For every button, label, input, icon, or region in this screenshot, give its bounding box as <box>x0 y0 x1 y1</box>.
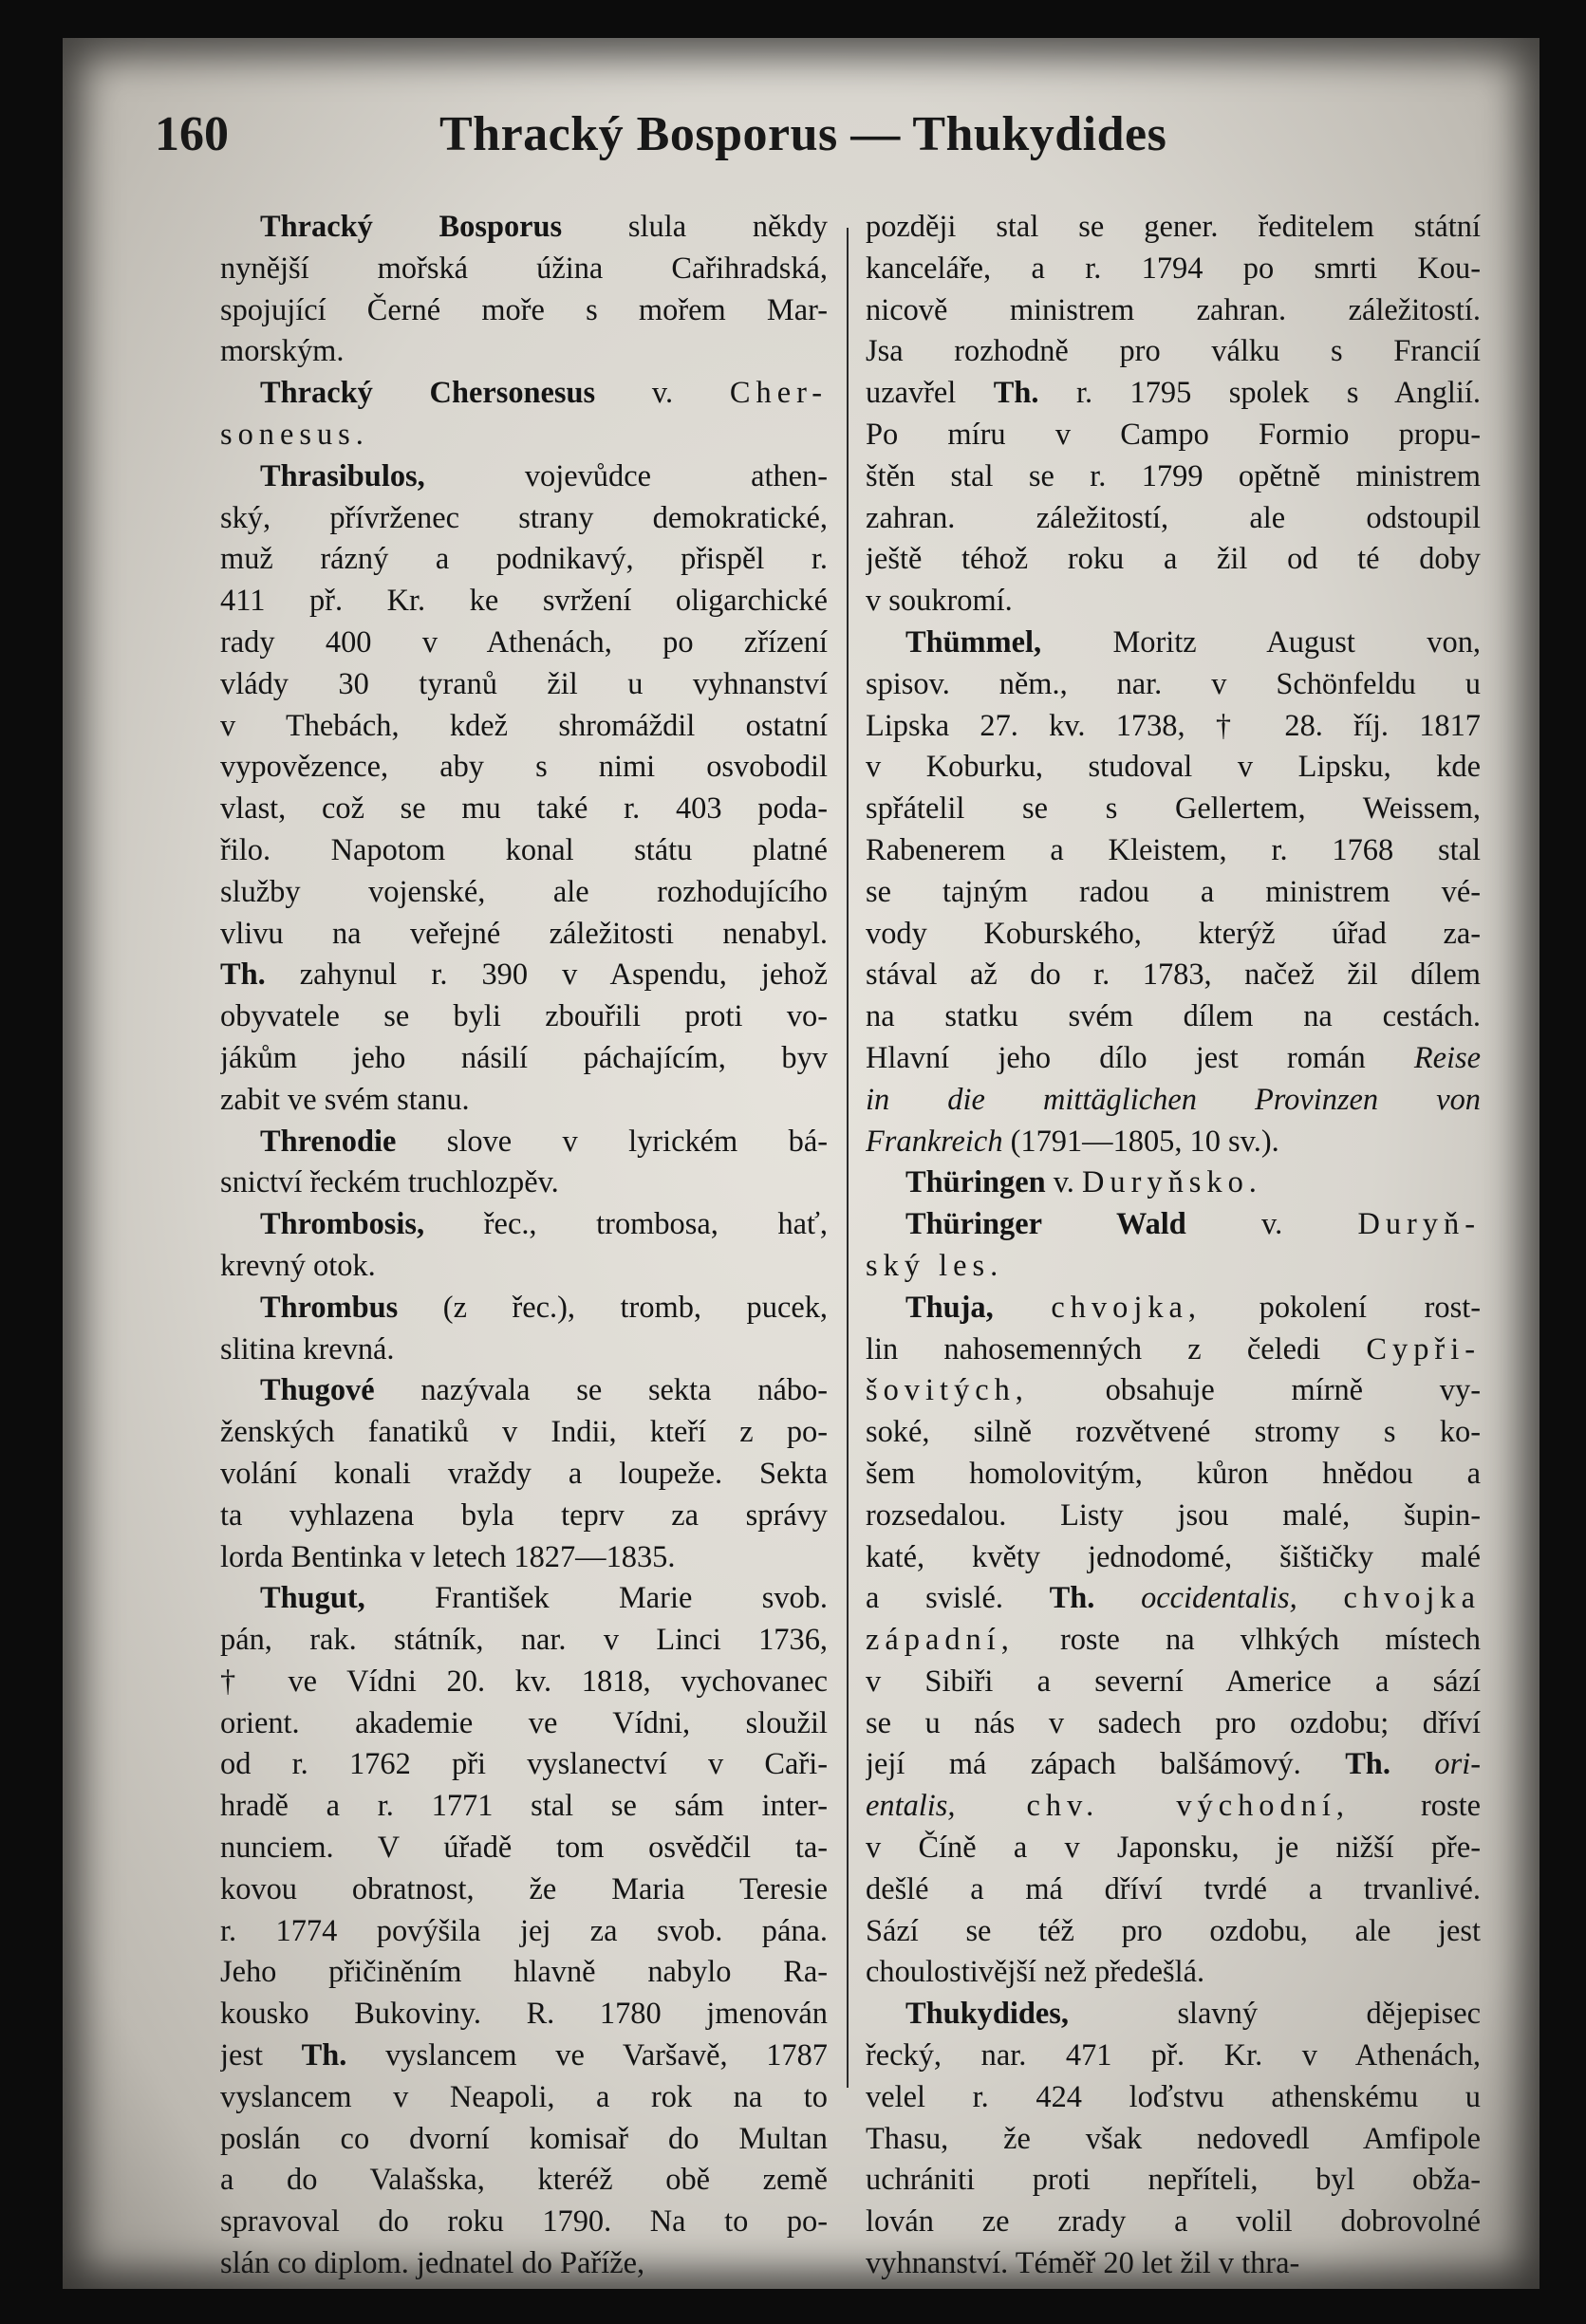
text-run: Sází se též pro ozdobu, ale jest <box>866 1913 1481 1948</box>
text-line <box>220 1412 828 1454</box>
text-line <box>866 1204 1481 1246</box>
text-run: Cypři- <box>1366 1331 1481 1367</box>
text-run: spisov. něm., nar. v Schönfeldu u <box>866 666 1481 701</box>
text-line <box>220 1122 828 1163</box>
text-run: v. <box>1045 1165 1082 1200</box>
text-run <box>1094 1581 1141 1615</box>
text-run: ženských fanatiků v Indii, kteří z po- <box>220 1415 828 1450</box>
text-run: Cher- <box>729 376 828 411</box>
text-run: chv. východní, <box>1026 1789 1350 1824</box>
entry-headword: Thuja, <box>905 1290 994 1325</box>
entry-headword: Thrombosis, <box>260 1207 425 1242</box>
page-number: 160 <box>155 107 229 161</box>
text-run: entalis, <box>866 1789 956 1824</box>
text-run: pán, rak. státník, nar. v Linci 1736, <box>220 1623 828 1658</box>
entry-headword: Thracký Bosporus <box>260 210 563 244</box>
text-line <box>220 1703 828 1745</box>
text-run: kousko Bukoviny. R. 1780 jmenován <box>220 1997 828 2032</box>
text-run: lorda Bentinka v letech 1827—1835. <box>220 1539 676 1574</box>
text-line <box>866 1911 1481 1953</box>
text-run: Hlavní jeho dílo jest román <box>866 1040 1414 1075</box>
text-run: jákům jeho násilí páchajícím, byv <box>220 1040 828 1075</box>
text-run: Duryň- <box>1357 1207 1481 1242</box>
text-run: poslán co dvorní komisař do Multan <box>220 2121 828 2156</box>
text-run: Jsa rozhodně pro válku s Francií <box>866 334 1481 369</box>
text-run: rady 400 v Athenách, po zřízení <box>220 624 828 660</box>
entry-headword: Th. <box>301 2038 347 2073</box>
text-line <box>220 2243 828 2285</box>
right-column <box>866 207 1481 2285</box>
text-run: František Marie svob. <box>364 1581 828 1616</box>
text-line <box>220 914 828 956</box>
text-line <box>866 2160 1481 2202</box>
text-run: nicově ministrem zahran. záležitostí. <box>866 292 1481 327</box>
text-line <box>866 2202 1481 2243</box>
text-run: kanceláře, a r. 1794 po smrti Kou- <box>866 251 1481 286</box>
text-run: zahynul r. 390 v Aspendu, jehož <box>265 957 828 993</box>
text-line <box>866 706 1481 748</box>
text-run: nunciem. V úřadě tom osvědčil ta- <box>220 1831 828 1866</box>
text-line <box>220 1038 828 1080</box>
text-line <box>866 2077 1481 2119</box>
text-line <box>866 2243 1481 2285</box>
text-run: Jeho přičiněním hlavně nabylo Ra- <box>220 1955 828 1990</box>
text-run: spřátelil se s Gellertem, Weissem, <box>866 791 1481 827</box>
text-run: vlast, což se mu také r. 403 poda- <box>220 791 828 827</box>
text-line <box>866 415 1481 456</box>
entry-headword: Th. <box>220 957 266 993</box>
text-run: 411 př. Kr. ke svržení oligarchické <box>220 584 828 619</box>
text-line <box>220 415 828 456</box>
text-line <box>220 872 828 914</box>
text-line <box>220 1952 828 1994</box>
text-line <box>866 290 1481 332</box>
text-run: jest <box>220 2038 302 2073</box>
text-line <box>866 1744 1481 1786</box>
text-line <box>220 996 828 1038</box>
text-line <box>866 1786 1481 1828</box>
text-run: lován ze zrady a volil dobrovolné <box>866 2204 1481 2240</box>
left-column <box>220 207 828 2285</box>
text-line <box>220 2202 828 2243</box>
text-line <box>866 1329 1481 1371</box>
text-line <box>220 331 828 373</box>
text-line <box>866 996 1481 1038</box>
text-run: volání konali vraždy a loupeže. Sekta <box>220 1456 828 1491</box>
text-run: slavný dějepisec <box>1068 1997 1481 2032</box>
text-run: orient. akademie ve Vídni, sloužil <box>220 1705 828 1740</box>
text-line <box>220 1204 828 1246</box>
text-line <box>866 1162 1481 1204</box>
text-line <box>220 1578 828 1620</box>
text-run: ský les. <box>866 1248 1004 1283</box>
text-run: in die mittäglichen Provinzen von <box>866 1082 1481 1117</box>
text-line <box>866 1370 1481 1412</box>
text-line <box>866 539 1481 581</box>
entry-headword: Thüringer Wald <box>905 1207 1186 1242</box>
text-line <box>866 373 1481 415</box>
text-run: roste <box>1349 1789 1481 1824</box>
text-line <box>866 1994 1481 2036</box>
text-line <box>220 706 828 748</box>
text-line <box>866 1246 1481 1288</box>
text-run: Thasu, že však nedovedl Amfipole <box>866 2121 1481 2156</box>
text-line <box>866 1080 1481 1122</box>
text-run: kovou obratnost, že Maria Teresie <box>220 1871 828 1906</box>
text-run: řec., trombosa, hať, <box>424 1207 828 1242</box>
text-run: v Číně a v Japonsku, je nižší pře- <box>866 1831 1481 1866</box>
column-divider <box>847 228 849 2088</box>
text-line <box>220 1246 828 1288</box>
text-line <box>866 1454 1481 1496</box>
text-line <box>866 1869 1481 1911</box>
text-run: Rabenerem a Kleistem, r. 1768 stal <box>866 832 1481 867</box>
entry-headword: Threnodie <box>260 1124 397 1159</box>
page-header <box>155 80 1322 165</box>
text-run: v Sibiři a severní Americe a sází <box>866 1664 1481 1699</box>
text-run: occidentalis, <box>1141 1581 1297 1616</box>
text-line <box>220 539 828 581</box>
text-line <box>220 1454 828 1496</box>
text-line <box>220 249 828 290</box>
text-line <box>220 1662 828 1703</box>
text-line <box>866 1122 1481 1163</box>
text-run: šem homolovitým, kůron hnědou a <box>866 1456 1481 1491</box>
text-run: později stal se gener. ředitelem státní <box>866 210 1481 244</box>
text-line <box>866 1703 1481 1745</box>
text-run: Lipska 27. kv. 1738, † 28. říj. 1817 <box>866 708 1481 743</box>
text-line <box>866 456 1481 498</box>
text-run: a do Valašska, kteréž obě země <box>220 2163 828 2198</box>
text-run: krevný otok. <box>220 1248 376 1283</box>
text-run: se tajným radou a ministrem vé- <box>866 874 1481 909</box>
text-run: r. 1774 povýšila jej za svob. pána. <box>220 1913 828 1948</box>
text-line <box>866 955 1481 996</box>
text-line <box>220 1744 828 1786</box>
text-run: roste na vlhkých místech <box>1014 1623 1481 1658</box>
text-line <box>220 1496 828 1537</box>
text-run: stával až do r. 1783, načež žil dílem <box>866 957 1481 993</box>
text-run: † ve Vídni 20. kv. 1818, vychovanec <box>220 1664 828 1699</box>
text-run: vlivu na veřejné záležitosti nenabyl. <box>220 916 828 951</box>
text-line <box>866 249 1481 290</box>
text-run: Reise <box>1413 1040 1481 1075</box>
text-run: slove v lyrickém bá- <box>396 1124 828 1159</box>
text-line <box>866 1038 1481 1080</box>
text-run: nazývala se sekta nábo- <box>374 1373 828 1408</box>
text-run: a svislé. <box>866 1581 1050 1616</box>
entry-headword: Thukydides, <box>905 1997 1069 2032</box>
text-run: v Thebách, kdež shromáždil ostatní <box>220 708 828 743</box>
text-run: spravoval do roku 1790. Na to po- <box>220 2204 828 2240</box>
text-line <box>220 1537 828 1579</box>
text-run: šovitých, <box>866 1373 1029 1408</box>
entry-headword: Th. <box>993 376 1039 411</box>
text-line <box>220 1620 828 1662</box>
text-line <box>220 1080 828 1122</box>
text-line <box>220 1786 828 1828</box>
text-line <box>866 207 1481 249</box>
text-run: choulostivější než předešlá. <box>866 1955 1205 1990</box>
text-line <box>220 1911 828 1953</box>
text-run: v Koburku, studoval v Lipsku, kde <box>866 750 1481 785</box>
text-run <box>1297 1581 1344 1615</box>
text-line <box>866 623 1481 664</box>
text-run: pokolení rost- <box>1202 1290 1481 1325</box>
text-line <box>866 1662 1481 1703</box>
text-run: dešlé a má dříví tvrdé a trvanlivé. <box>866 1871 1481 1906</box>
text-run: sonesus. <box>220 417 369 452</box>
text-run: služby vojenské, ale rozhodujícího <box>220 874 828 909</box>
text-run <box>994 1291 1052 1325</box>
text-line <box>866 498 1481 540</box>
text-line <box>866 1412 1481 1454</box>
text-run: nynější mořská úžina Cařihradská, <box>220 251 828 286</box>
text-run: se u nás v sadech pro ozdobu; dříví <box>866 1705 1481 1740</box>
text-run: (1791—1805, 10 sv.). <box>1002 1124 1279 1159</box>
text-run: zabit ve svém stanu. <box>220 1082 470 1117</box>
text-run: slitina krevná. <box>220 1331 395 1367</box>
text-run: katé, květy jednodomé, šištičky malé <box>866 1539 1481 1574</box>
text-run: obyvatele se byli zbouřili proti vo- <box>220 999 828 1034</box>
text-line <box>220 2077 828 2119</box>
text-run: západní, <box>866 1623 1015 1658</box>
text-run: hradě a r. 1771 stal se sám inter- <box>220 1789 828 1824</box>
entry-headword: Th. <box>1345 1747 1390 1782</box>
entry-headword: Th. <box>1049 1581 1095 1616</box>
text-run <box>955 1789 1026 1823</box>
text-run: vyslancem v Neapoli, a rok na to <box>220 2079 828 2114</box>
text-run: ori- <box>1434 1747 1481 1782</box>
text-line <box>866 664 1481 706</box>
text-run: od r. 1762 při vyslanectví v Caři- <box>220 1747 828 1782</box>
text-run: rozsedalou. Listy jsou malé, šupin- <box>866 1497 1481 1533</box>
text-line <box>220 2119 828 2161</box>
text-line <box>220 830 828 872</box>
entry-headword: Thrasibulos, <box>260 458 425 493</box>
running-title: Thracký Bosporus — Thukydides <box>439 107 1167 161</box>
text-line <box>220 623 828 664</box>
text-run: (z řec.), tromb, pucek, <box>398 1290 828 1325</box>
text-run: na statku svém dílem na cestách. <box>866 999 1481 1034</box>
text-line <box>220 2036 828 2077</box>
text-line <box>866 2036 1481 2077</box>
text-run: vojevůdce athen- <box>424 458 828 493</box>
text-run: Frankreich <box>866 1124 1003 1159</box>
text-run: ský, přívrženec strany demokratické, <box>220 500 828 535</box>
text-run: vyslancem ve Varšavě, 1787 <box>346 2038 828 2073</box>
text-line <box>220 955 828 996</box>
text-line <box>866 1828 1481 1869</box>
text-run <box>1390 1747 1434 1781</box>
entry-headword: Thracký Chersonesus <box>260 376 596 411</box>
text-run: snictví řeckém truchlozpěv. <box>220 1165 559 1200</box>
text-line <box>220 290 828 332</box>
entry-headword: Thüringen <box>905 1165 1046 1200</box>
text-run: soké, silně rozvětvené stromy s ko- <box>866 1415 1481 1450</box>
text-line <box>220 373 828 415</box>
text-line <box>220 1329 828 1371</box>
text-line <box>220 1994 828 2036</box>
entry-headword: Thümmel, <box>905 624 1042 660</box>
text-line <box>220 1370 828 1412</box>
text-run: spojující Černé moře s mořem Mar- <box>220 292 828 327</box>
text-run: její má zápach balšámový. <box>866 1747 1346 1782</box>
text-run: vypovězence, aby s nimi osvobodil <box>220 750 828 785</box>
text-line <box>220 207 828 249</box>
text-line <box>866 2119 1481 2161</box>
text-run: obsahuje mírně vy- <box>1028 1373 1481 1408</box>
text-line <box>220 1869 828 1911</box>
text-line <box>220 581 828 623</box>
text-line <box>866 830 1481 872</box>
text-run: lin nahosemenných z čeledi <box>866 1331 1367 1367</box>
entry-headword: Thrombus <box>260 1290 399 1325</box>
text-run: Po míru v Campo Formio propu- <box>866 417 1481 452</box>
text-line <box>220 1162 828 1204</box>
text-run: Duryňsko. <box>1082 1165 1262 1200</box>
text-run: v soukromí. <box>866 584 1013 619</box>
text-line <box>220 498 828 540</box>
text-run: ještě téhož roku a žil od té doby <box>866 542 1481 577</box>
text-line <box>866 747 1481 789</box>
text-run: Moritz August von, <box>1041 624 1481 660</box>
text-line <box>866 1578 1481 1620</box>
text-run: slán co diplom. jednatel do Paříže, <box>220 2246 645 2281</box>
text-line <box>866 1952 1481 1994</box>
text-line <box>866 1496 1481 1537</box>
text-run: chvojka, <box>1051 1290 1202 1325</box>
text-run: vlády 30 tyranů žil u vyhnanství <box>220 666 828 701</box>
text-line <box>220 2160 828 2202</box>
text-run: ta vyhlazena byla teprv za správy <box>220 1497 828 1533</box>
text-run: uzavřel <box>866 376 994 411</box>
text-line <box>866 331 1481 373</box>
text-line <box>220 664 828 706</box>
text-run: řilo. Napotom konal státu platné <box>220 832 828 867</box>
text-line <box>866 872 1481 914</box>
text-run: r. 1795 spolek s Anglií. <box>1038 376 1481 411</box>
entry-headword: Thugut, <box>260 1581 365 1616</box>
text-line <box>220 1288 828 1329</box>
text-run: chvojka <box>1343 1581 1481 1616</box>
text-run: zahran. záležitostí, ale odstoupil <box>866 500 1481 535</box>
text-line <box>866 914 1481 956</box>
text-run: vyhnanství. Téměř 20 let žil v thra- <box>866 2246 1300 2281</box>
text-line <box>220 456 828 498</box>
text-run: vody Koburského, kterýž úřad za- <box>866 916 1481 951</box>
text-run: uchrániti proti nepříteli, byl obža- <box>866 2163 1481 2198</box>
text-line <box>866 1288 1481 1329</box>
text-run: řecký, nar. 471 př. Kr. v Athenách, <box>866 2038 1481 2073</box>
text-run: štěn stal se r. 1799 opětně ministrem <box>866 458 1481 493</box>
text-line <box>220 1828 828 1869</box>
entry-headword: Thugové <box>260 1373 375 1408</box>
text-line <box>866 1620 1481 1662</box>
text-run: morským. <box>220 334 345 369</box>
text-line <box>866 581 1481 623</box>
text-run: v. <box>1185 1207 1358 1242</box>
text-line <box>220 747 828 789</box>
text-run: velel r. 424 loďstvu athenskému u <box>866 2079 1481 2114</box>
text-line <box>866 789 1481 830</box>
text-run: slula někdy <box>562 210 828 244</box>
text-line <box>220 789 828 830</box>
text-line <box>866 1537 1481 1579</box>
text-run: v. <box>595 376 730 411</box>
text-run: muž rázný a podnikavý, přispěl r. <box>220 542 828 577</box>
